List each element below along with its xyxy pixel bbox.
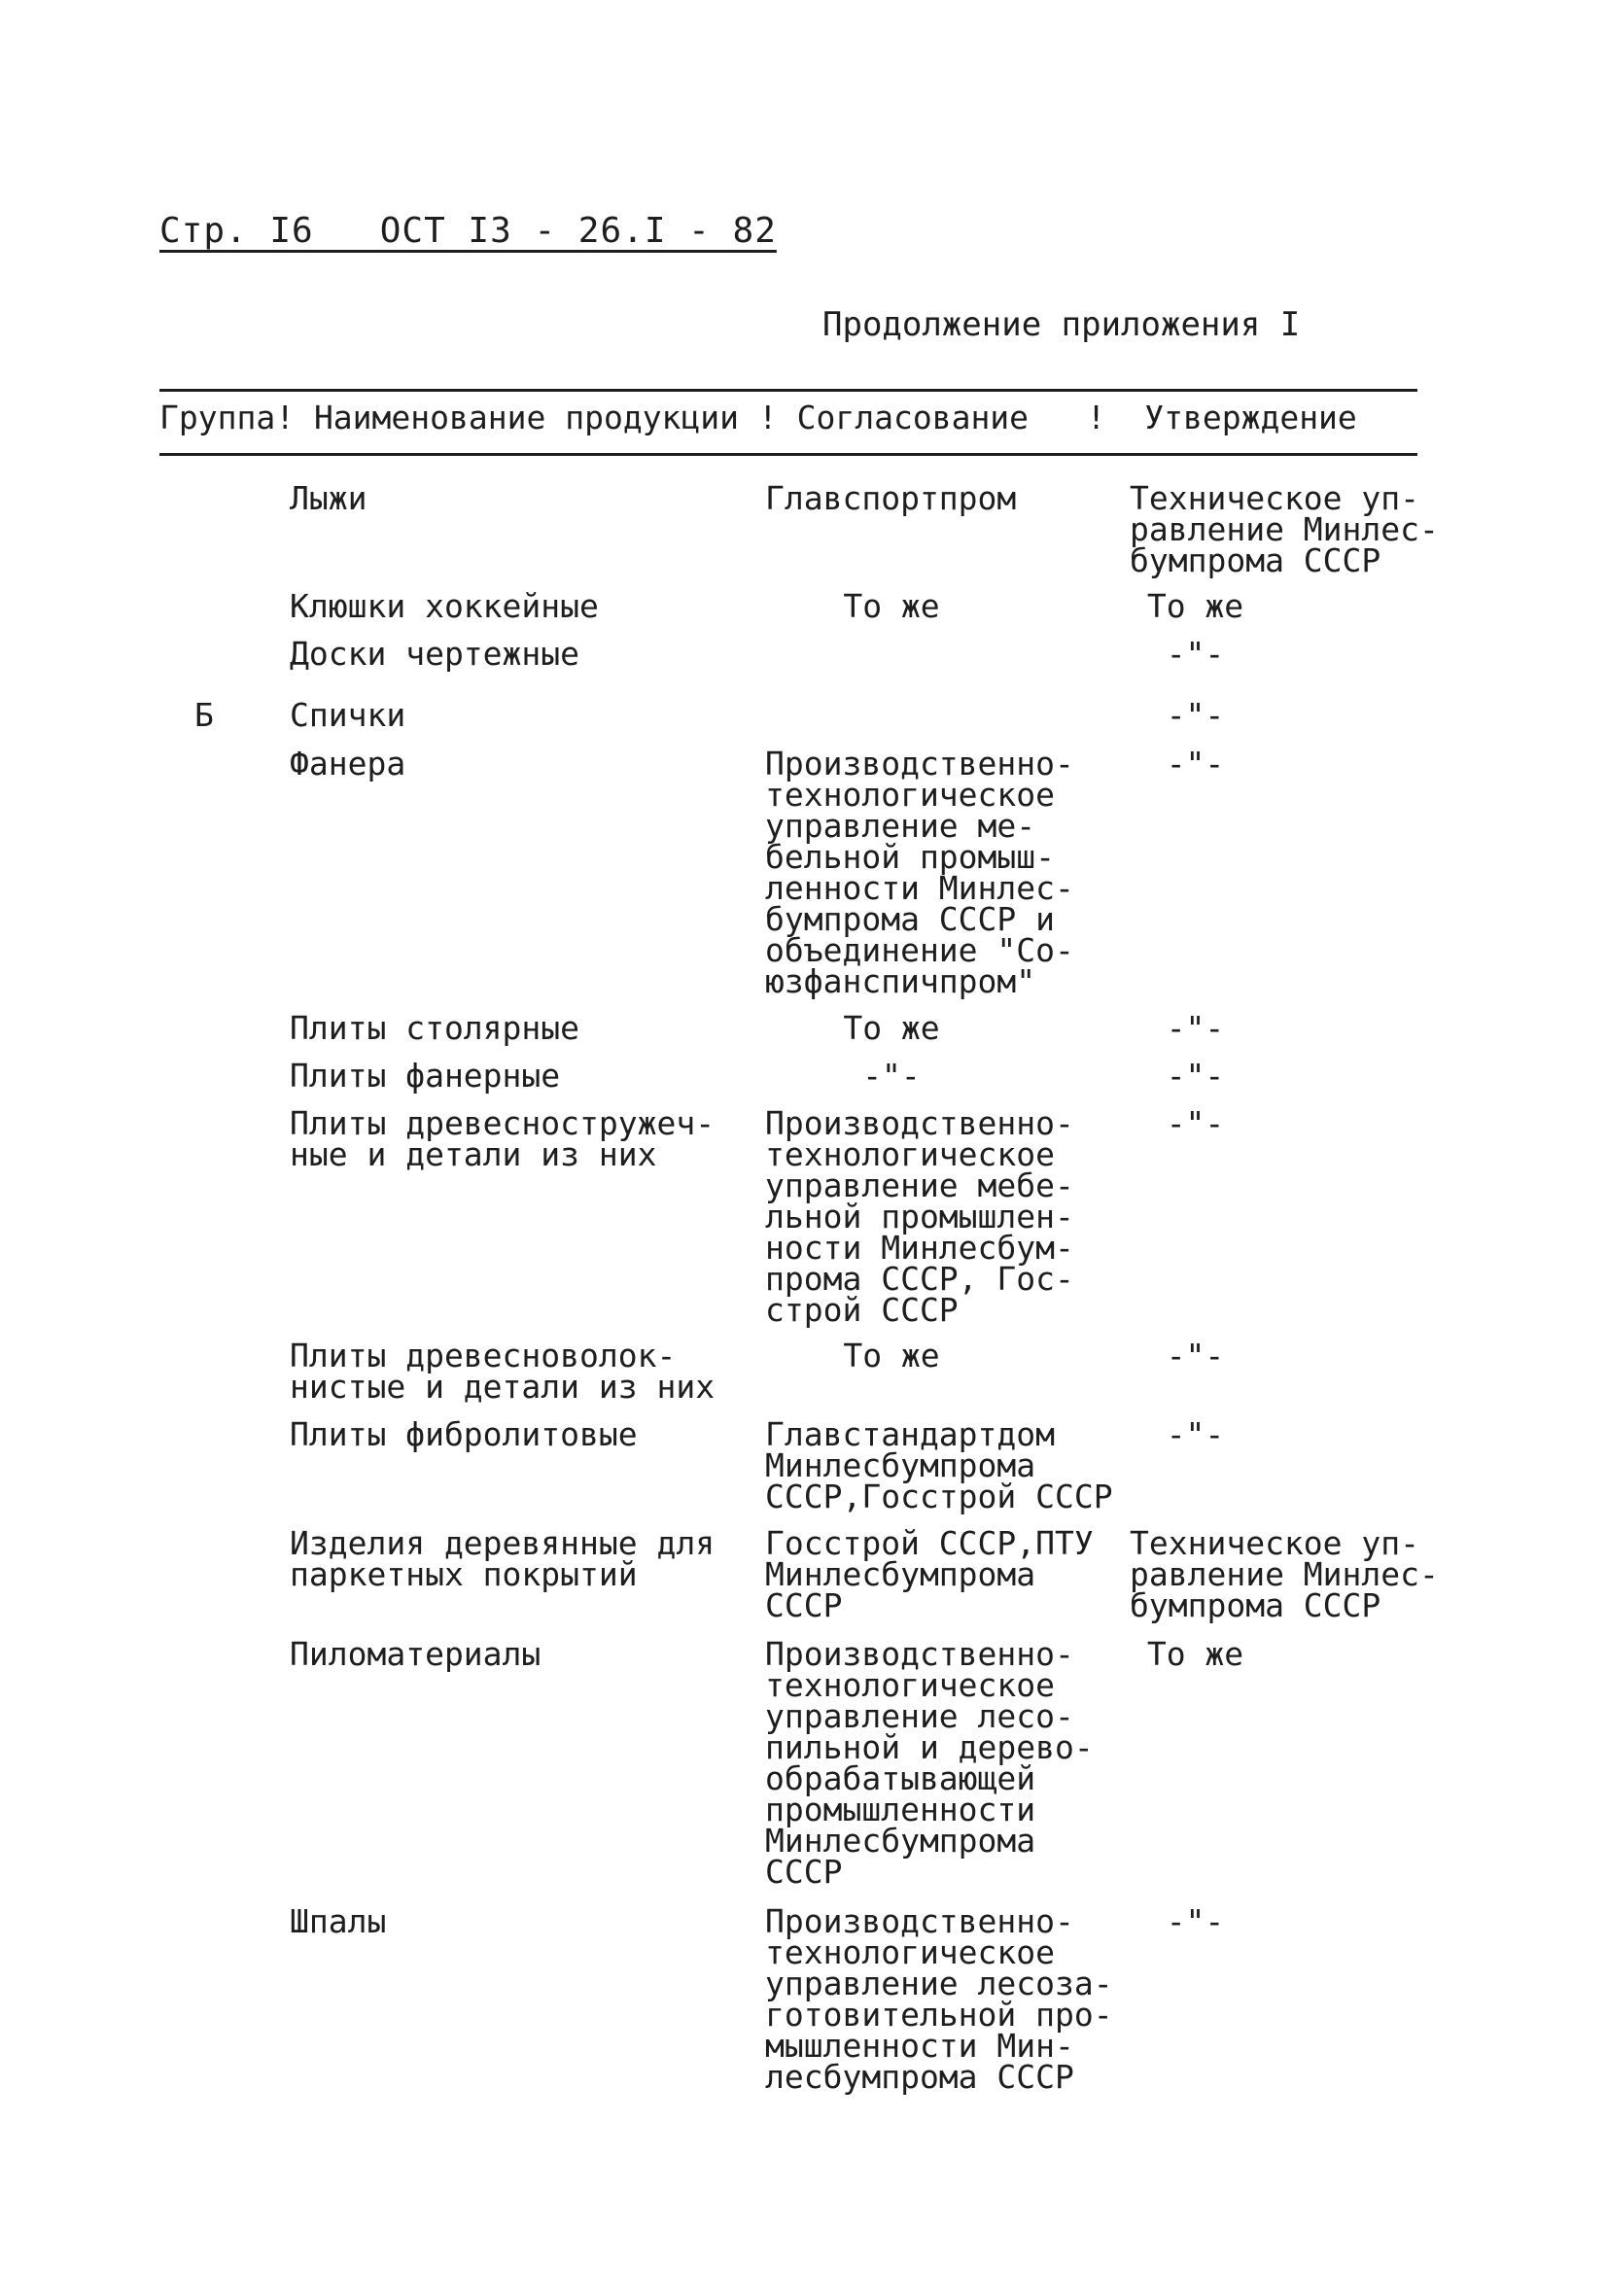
cell-name: Плиты древесноволок- нистые и детали из них [290, 1337, 716, 1406]
table-top-rule [159, 389, 1417, 392]
cell-approval: Техническое уп- равление Минлес- бумпрома СССР [1130, 1524, 1439, 1624]
cell-agreement: Производственно- технологическое управление лесоза- готовительной про- мышленности Мин- лесбумпрома СССР [765, 1902, 1113, 2096]
cell-agreement: Главспортпром [765, 479, 1017, 517]
page-header: Стр. I6 ОСТ I3 - 26.I - 82 [159, 211, 777, 251]
cell-agreement: Главстандартдом Минлесбумпрома СССР,Госстрой СССР [765, 1415, 1113, 1515]
cell-approval: То же [1146, 1635, 1244, 1673]
cell-approval: -"- [1166, 635, 1225, 673]
cell-approval: То же [1146, 587, 1244, 625]
cell-agreement: Производственно- технологическое управление мебе- льной промышлен- ности Минлесбум- прома СССР, Гос- строй СССР [765, 1104, 1074, 1329]
cell-agreement: Производственно- технологическое управление ме- бельной промыш- ленности Минлес- бумпрома СССР и объединение "Со- юзфанспичпром" [765, 745, 1074, 1000]
cell-agreement: То же [843, 1009, 940, 1047]
cell-agreement: -"- [862, 1057, 921, 1095]
cell-approval: -"- [1166, 1415, 1225, 1453]
cell-agreement: Госстрой СССР,ПТУ Минлесбумпрома СССР [765, 1524, 1094, 1624]
cell-name: Пиломатериалы [290, 1635, 541, 1673]
cell-name: Изделия деревянные для паркетных покрытий [290, 1524, 716, 1593]
cell-approval: Техническое уп- равление Минлес- бумпрома СССР [1130, 479, 1439, 579]
cell-approval: -"- [1166, 1902, 1225, 1940]
cell-name: Клюшки хоккейные [290, 587, 599, 625]
cell-approval: -"- [1166, 696, 1225, 734]
cell-name: Шпалы [290, 1902, 387, 1940]
cell-agreement: То же [843, 587, 940, 625]
cell-name: Плиты древесностружеч- ные и детали из них [290, 1104, 716, 1173]
cell-name: Плиты фибролитовые [290, 1415, 638, 1453]
cell-approval: -"- [1166, 1104, 1225, 1142]
cell-name: Плиты столярные [290, 1009, 580, 1047]
cell-name: Доски чертежные [290, 635, 580, 673]
cell-name: Лыжи [290, 479, 367, 517]
cell-agreement: Производственно- технологическое управление лесо- пильной и дерево- обрабатывающей промышленности Минлесбумпрома СССР [765, 1635, 1094, 1891]
table-header-rule [159, 453, 1417, 456]
cell-agreement: То же [843, 1337, 940, 1374]
cell-approval: -"- [1166, 1057, 1225, 1095]
cell-name: Фанера [290, 745, 406, 783]
continuation-title: Продолжение приложения I [822, 305, 1301, 344]
cell-name: Спички [290, 696, 406, 734]
cell-name: Плиты фанерные [290, 1057, 561, 1095]
cell-approval: -"- [1166, 745, 1225, 783]
cell-group: Б [194, 696, 214, 734]
cell-approval: -"- [1166, 1337, 1225, 1374]
table-header: Группа! Наименование продукции ! Согласование ! Утверждение [159, 399, 1357, 436]
cell-approval: -"- [1166, 1009, 1225, 1047]
